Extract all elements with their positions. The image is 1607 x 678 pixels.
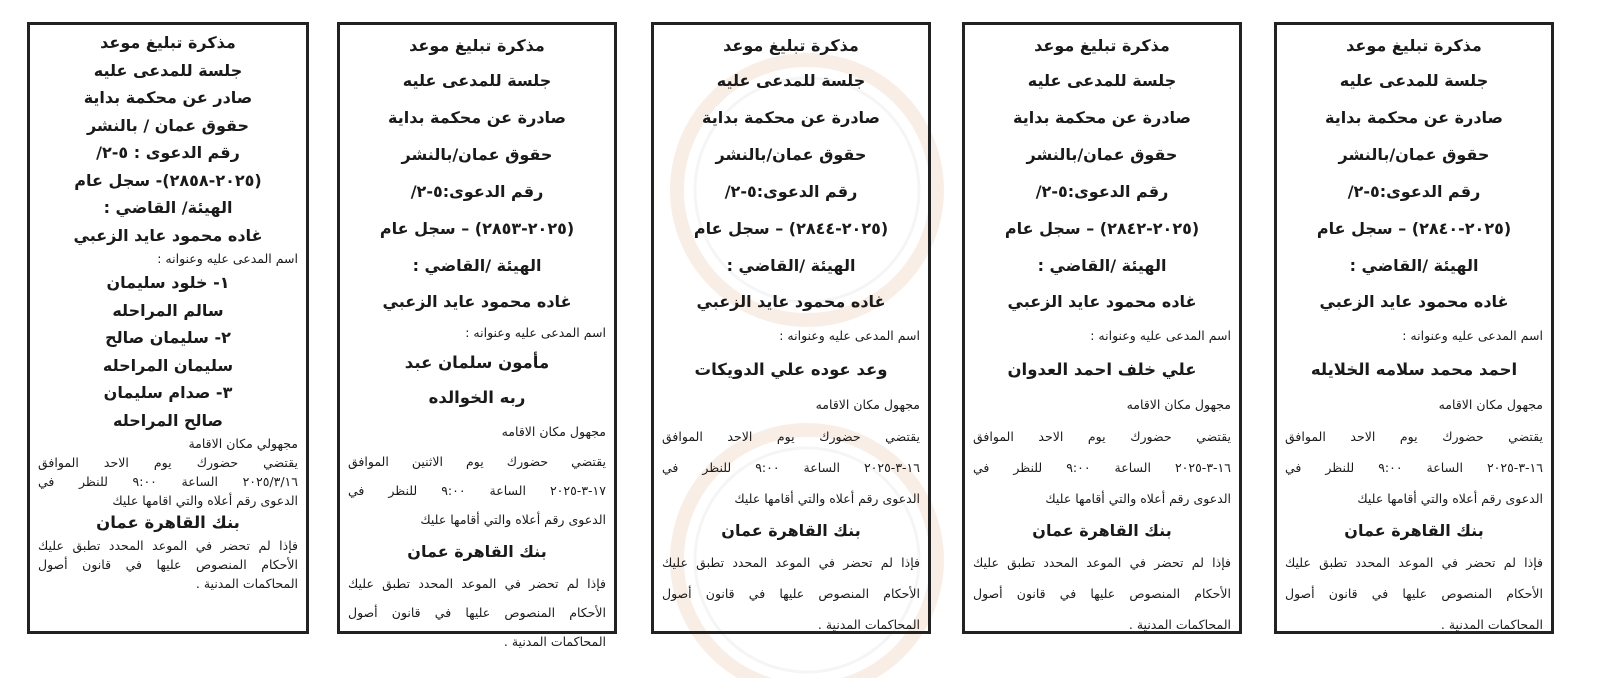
notice-title-line: صادرة عن محكمة بداية — [388, 108, 566, 127]
warning-text: فإذا لم تحضر في الموعد المحدد تطبق عليك — [662, 555, 920, 570]
defendant-name: سالم المراحله — [112, 300, 224, 320]
case-number: رقم الدعوى : ٥-٢/ — [96, 143, 240, 162]
residence-status: مجهول مكان الاقامه — [815, 397, 920, 412]
plaintiff-name: بنك القاهرة عمان — [407, 542, 547, 561]
appearance-text: الدعوى رقم أعلاه والتي أقامها عليك — [734, 491, 920, 506]
notice-title-line: صادرة عن محكمة بداية — [1325, 108, 1503, 127]
appearance-text: يقتضي حضورك يوم الاحد الموافق — [662, 429, 920, 444]
case-record: (٢٠٢٥-٢٨٤٤) – سجل عام — [693, 219, 889, 238]
judge-label: الهيئة/ القاضي : — [103, 198, 233, 217]
warning-text: المحاكمات المدنية . — [503, 634, 606, 649]
judge-name: غاده محمود عايد الزعبي — [382, 292, 572, 311]
defendant-label: اسم المدعى عليه وعنوانه : — [157, 251, 298, 266]
notice-title-line: حقوق عمان / بالنشر — [86, 115, 250, 135]
warning-text: الأحكام المنصوص عليها في قانون أصول — [38, 557, 298, 572]
warning-text: فإذا لم تحضر في الموعد المحدد تطبق عليك — [1285, 555, 1543, 570]
notice-card-2 — [337, 22, 617, 649]
notice-card-4 — [962, 22, 1242, 634]
defendant-name: مأمون سلمان عبد — [404, 353, 550, 372]
defendant-label: اسم المدعى عليه وعنوانه : — [779, 328, 920, 343]
notice-title-line: حقوق عمان/بالنشر — [401, 145, 553, 164]
notice-title-line: جلسة للمدعى عليه — [402, 71, 552, 90]
notice-title-line: صادر عن محكمة بداية — [83, 88, 253, 107]
notice-card-1 — [27, 22, 309, 634]
defendant-name: ١- خلود سليمان — [106, 273, 230, 292]
judge-name: غاده محمود عايد الزعبي — [696, 292, 886, 311]
judge-name: غاده محمود عايد الزعبي — [1319, 292, 1509, 311]
notice-title-line: حقوق عمان/بالنشر — [1338, 145, 1490, 164]
case-number: رقم الدعوى:٥-٢/ — [1035, 182, 1169, 201]
defendant-name: علي خلف احمد العدوان — [1007, 360, 1197, 379]
judge-label: الهيئة /القاضي : — [726, 256, 856, 275]
notice-card-5 — [1274, 22, 1554, 634]
case-record: (٢٠٢٥-٢٨٤٢) – سجل عام — [1004, 219, 1200, 238]
judge-label: الهيئة /القاضي : — [1037, 256, 1167, 275]
case-record: (٢٠٢٥-٢٨٥٨)- سجل عام — [74, 170, 262, 190]
warning-text: فإذا لم تحضر في الموعد المحدد تطبق عليك — [38, 538, 298, 553]
notice-title-line: مذكرة تبليغ موعد — [100, 33, 236, 52]
notice-title-line: صادرة عن محكمة بداية — [702, 108, 880, 127]
plaintiff-name: بنك القاهرة عمان — [1344, 521, 1484, 540]
warning-text: الأحكام المنصوص عليها في قانون أصول — [662, 586, 920, 601]
appearance-text: ١٦-٣-٢٠٢٥ الساعة ٩:٠٠ للنظر في — [662, 460, 920, 475]
warning-text: المحاكمات المدنية . — [817, 617, 920, 632]
appearance-text: ١٦-٣-٢٠٢٥ الساعة ٩:٠٠ للنظر في — [973, 460, 1231, 475]
plaintiff-name: بنك القاهرة عمان — [1032, 521, 1172, 540]
appearance-text: الدعوى رقم أعلاه والتي اقامها عليك — [112, 493, 298, 508]
case-record: (٢٠٢٥-٢٨٥٣) – سجل عام — [379, 219, 575, 238]
residence-status: مجهول مكان الاقامه — [1126, 397, 1231, 412]
appearance-text: يقتضي حضورك يوم الاحد الموافق — [1285, 429, 1543, 444]
warning-text: فإذا لم تحضر في الموعد المحدد تطبق عليك — [348, 576, 606, 591]
residence-status: مجهولي مكان الاقامة — [188, 436, 298, 451]
residence-status: مجهول مكان الاقامه — [501, 424, 606, 439]
defendant-label: اسم المدعى عليه وعنوانه : — [465, 325, 606, 340]
notice-card-3 — [651, 22, 931, 634]
notice-title-line: مذكرة تبليغ موعد — [723, 36, 859, 55]
warning-text: الأحكام المنصوص عليها في قانون أصول — [973, 586, 1231, 601]
case-number: رقم الدعوى:٥-٢/ — [410, 182, 544, 201]
defendant-name: صالح المراحله — [113, 410, 223, 430]
defendant-name: وعد عوده علي الدويكات — [694, 360, 888, 379]
defendant-name: ٢- سليمان صالح — [105, 328, 231, 347]
defendant-name: سليمان المراحله — [102, 355, 234, 375]
notice-title-line: حقوق عمان/بالنشر — [1026, 145, 1178, 164]
appearance-text: يقتضي حضورك يوم الاحد الموافق — [973, 429, 1231, 444]
notice-title-line: مذكرة تبليغ موعد — [409, 36, 545, 55]
warning-text: المحاكمات المدنية . — [195, 576, 298, 591]
notice-title-line: مذكرة تبليغ موعد — [1034, 36, 1170, 55]
notice-title-line: جلسة للمدعى عليه — [93, 60, 243, 80]
defendant-name: احمد محمد سلامه الخلايله — [1310, 360, 1518, 379]
appearance-text: ٢٠٢٥/٣/١٦ الساعة ٩:٠٠ للنظر في — [38, 474, 298, 489]
defendant-name: ٣- صدام سليمان — [103, 383, 233, 402]
appearance-text: الدعوى رقم أعلاه والتي أقامها عليك — [1357, 491, 1543, 506]
notice-title-line: مذكرة تبليغ موعد — [1346, 36, 1482, 55]
appearance-text: الدعوى رقم أعلاه والتي أقامها عليك — [420, 512, 606, 527]
appearance-text: يقتضي حضورك يوم الاثنين الموافق — [348, 454, 606, 469]
warning-text: المحاكمات المدنية . — [1440, 617, 1543, 632]
warning-text: فإذا لم تحضر في الموعد المحدد تطبق عليك — [973, 555, 1231, 570]
judge-name: غاده محمود عايد الزعبي — [73, 225, 263, 245]
warning-text: المحاكمات المدنية . — [1128, 617, 1231, 632]
appearance-text: الدعوى رقم أعلاه والتي أقامها عليك — [1045, 491, 1231, 506]
notice-title-line: جلسة للمدعى عليه — [1027, 71, 1177, 90]
case-number: رقم الدعوى:٥-٢/ — [724, 182, 858, 201]
warning-text: الأحكام المنصوص عليها في قانون أصول — [1285, 586, 1543, 601]
judge-label: الهيئة /القاضي : — [1349, 256, 1479, 275]
warning-text: الأحكام المنصوص عليها في قانون أصول — [348, 605, 606, 620]
plaintiff-name: بنك القاهرة عمان — [721, 521, 861, 540]
appearance-text: يقتضي حضورك يوم الاحد الموافق — [38, 455, 298, 470]
notice-title-line: صادرة عن محكمة بداية — [1013, 108, 1191, 127]
notice-title-line: حقوق عمان/بالنشر — [715, 145, 867, 164]
case-record: (٢٠٢٥-٢٨٤٠) – سجل عام — [1316, 219, 1512, 238]
case-number: رقم الدعوى:٥-٢/ — [1347, 182, 1481, 201]
residence-status: مجهول مكان الاقامه — [1438, 397, 1543, 412]
plaintiff-name: بنك القاهرة عمان — [96, 513, 240, 532]
defendant-label: اسم المدعى عليه وعنوانه : — [1402, 328, 1543, 343]
defendant-name: ربه الخوالده — [428, 388, 526, 407]
defendant-label: اسم المدعى عليه وعنوانه : — [1090, 328, 1231, 343]
judge-name: غاده محمود عايد الزعبي — [1007, 292, 1197, 311]
judge-label: الهيئة /القاضي : — [412, 256, 542, 275]
appearance-text: ١٦-٣-٢٠٢٥ الساعة ٩:٠٠ للنظر في — [1285, 460, 1543, 475]
appearance-text: ١٧-٣-٢٠٢٥ الساعة ٩:٠٠ للنظر في — [348, 483, 606, 498]
notice-title-line: جلسة للمدعى عليه — [716, 71, 866, 90]
notice-title-line: جلسة للمدعى عليه — [1339, 71, 1489, 90]
